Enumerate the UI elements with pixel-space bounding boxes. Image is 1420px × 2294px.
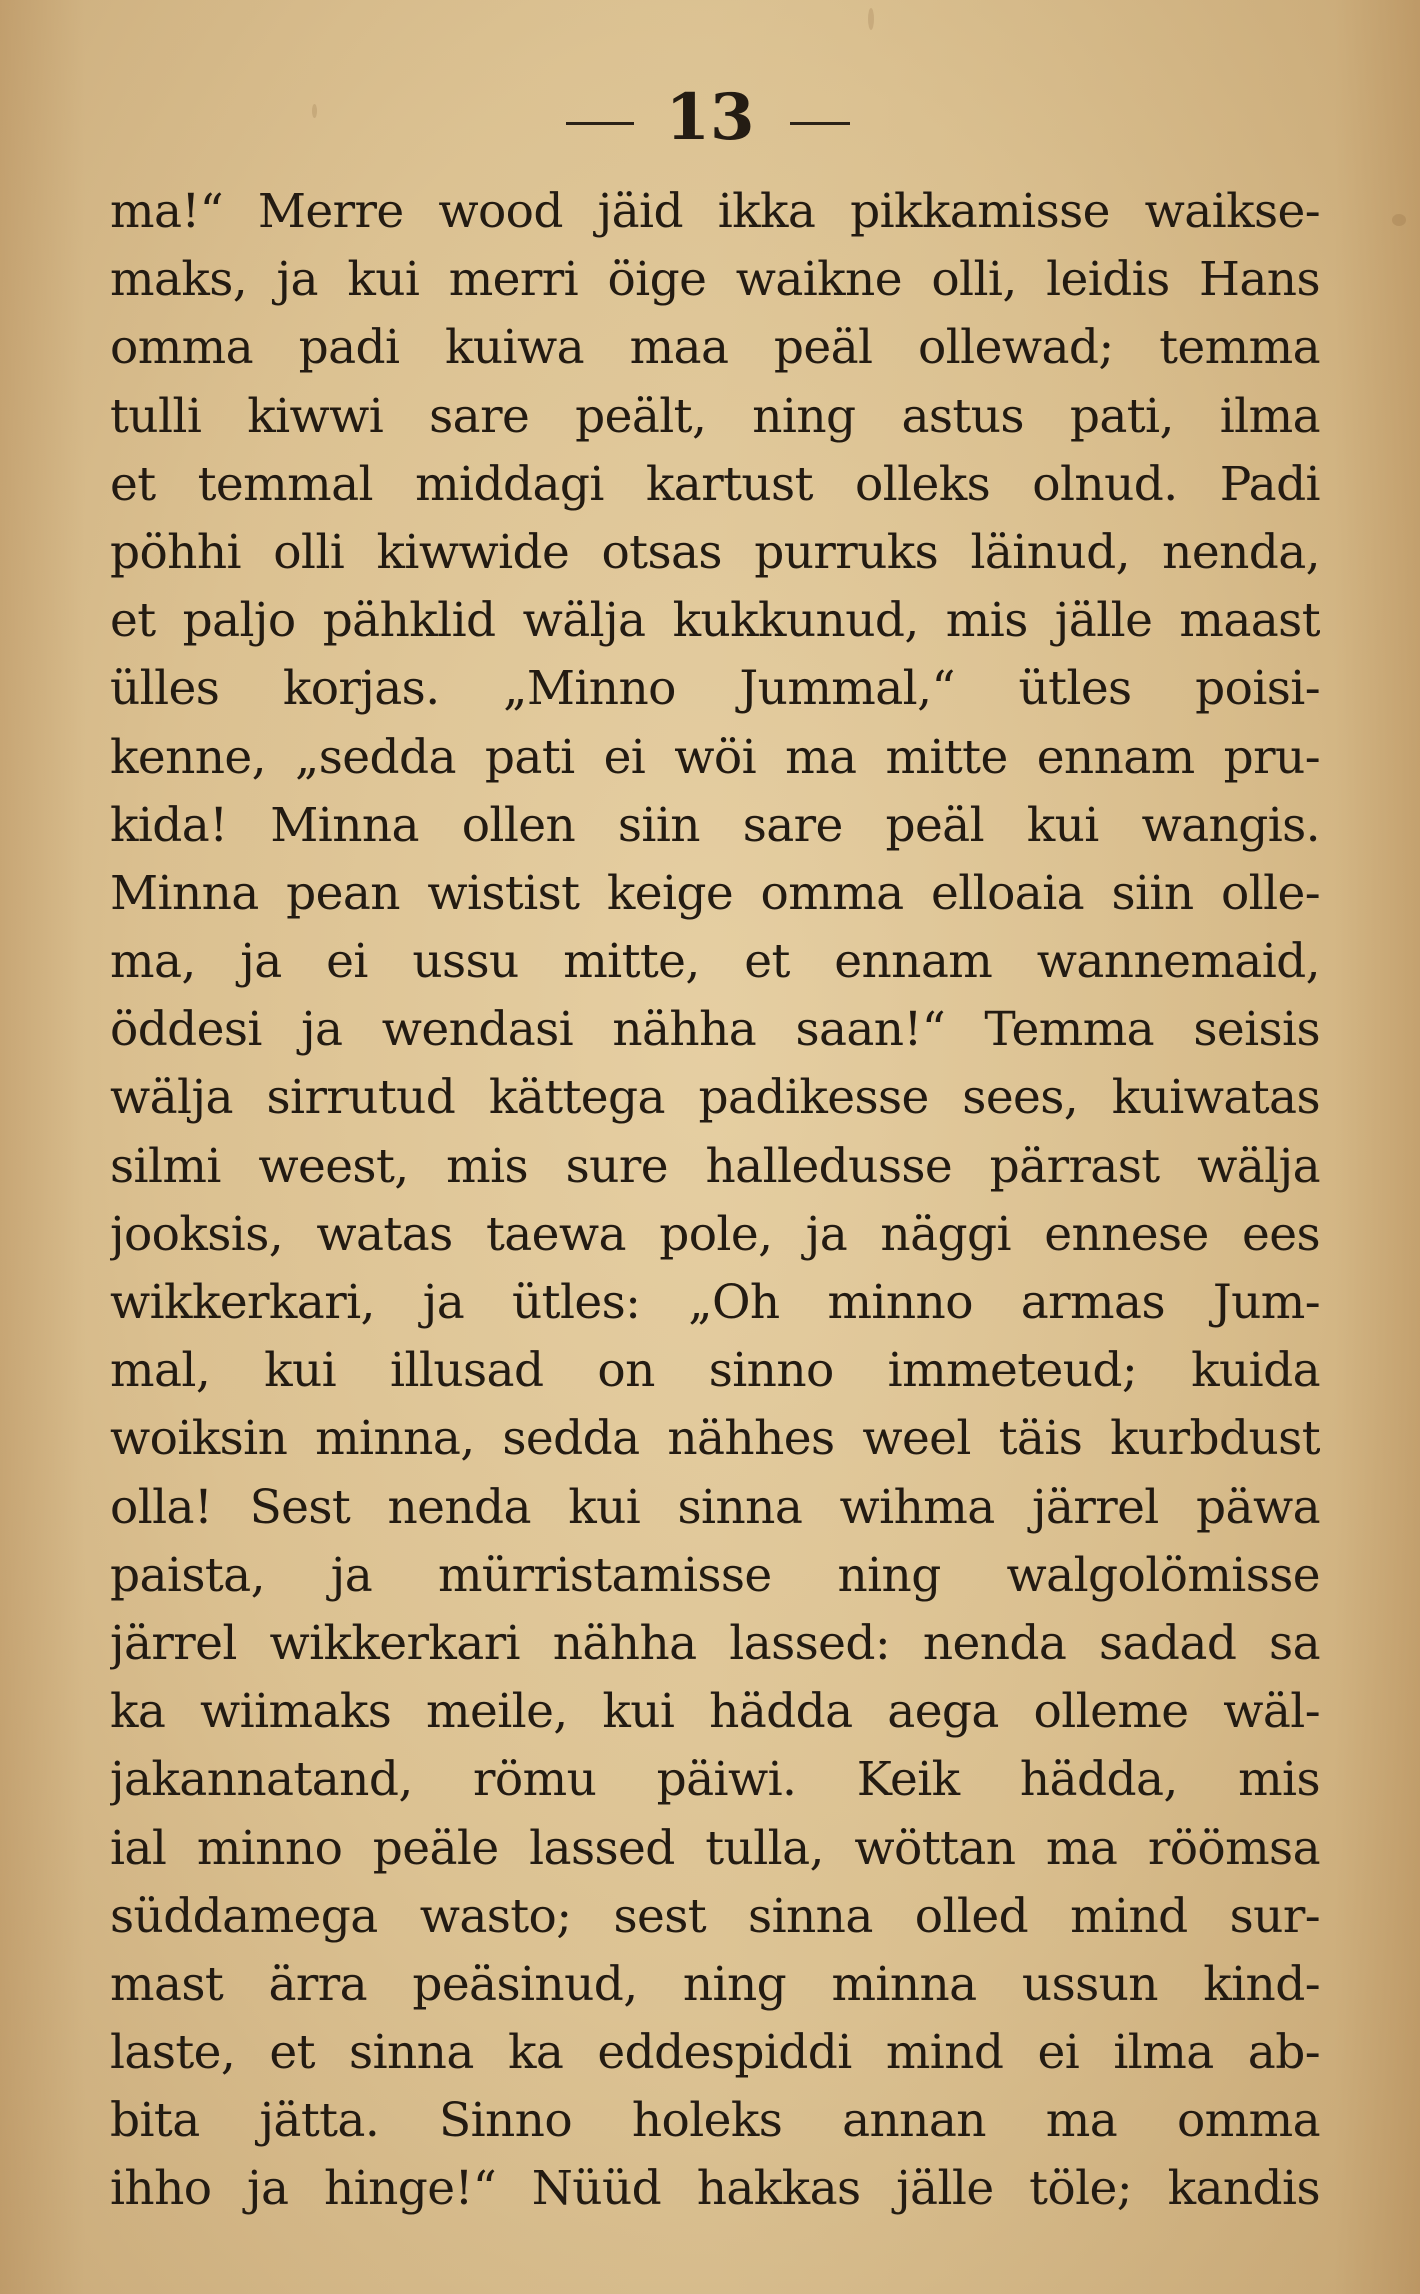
text-line: maks, ja kui merri öige waikne olli, leidis Hans: [110, 252, 1320, 308]
text-line: ihho ja hinge!“ Nüüd hakkas jälle töle; kandis: [110, 2161, 1320, 2217]
text-line: mal, kui illusad on sinno immeteud; kuida: [110, 1343, 1320, 1399]
text-line: jooksis, watas taewa pole, ja näggi ennese ees: [110, 1206, 1320, 1262]
text-line: jakannatand, römu päiwi. Keik hädda, mis: [110, 1752, 1320, 1808]
text-line: omma padi kuiwa maa peäl ollewad; temma: [110, 320, 1320, 376]
header-rule-left: [566, 122, 634, 125]
text-line: süddamega wasto; sest sinna olled mind sur-: [110, 1888, 1320, 1944]
page-header: [0, 78, 1420, 158]
text-line: ma!“ Merre wood jäid ikka pikkamisse waikse-: [110, 184, 1320, 239]
text-line: mast ärra peäsinud, ning minna ussun kind-: [110, 1956, 1320, 2012]
text-line: tulli kiwwi sare peält, ning astus pati, ilma: [110, 388, 1320, 444]
text-line: ka wiimaks meile, kui hädda aega olleme wäl-: [110, 1684, 1320, 1740]
text-line: öddesi ja wendasi nähha saan!“ Temma seisis: [110, 1002, 1320, 1058]
text-line: ülles korjas. „Minno Jummal,“ ütles poisi-: [110, 661, 1320, 717]
text-line: woiksin minna, sedda nähhes weel täis kurbdust: [110, 1411, 1320, 1467]
text-line: et temmal middagi kartust olleks olnud. Padi: [110, 456, 1320, 512]
text-line: paista, ja mürristamisse ning walgolömisse: [110, 1547, 1320, 1603]
text-line: wälja sirrutud kättega padikesse sees, kuiwatas: [110, 1070, 1320, 1126]
text-line: järrel wikkerkari nähha lassed: nenda sadad sa: [110, 1615, 1320, 1671]
text-line: olla! Sest nenda kui sinna wihma järrel päwa: [110, 1479, 1320, 1535]
page-number: 13: [665, 80, 755, 155]
text-line: ial minno peäle lassed tulla, wöttan ma röömsa: [110, 1820, 1320, 1876]
body-text: [110, 178, 1320, 2224]
text-line: wikkerkari, ja ütles: „Oh minno armas Jum-: [110, 1275, 1320, 1330]
text-line: et paljo pähklid wälja kukkunud, mis jälle maast: [110, 593, 1320, 649]
paper-stain: [868, 8, 874, 30]
text-line: bita jätta. Sinno holeks annan ma omma: [110, 2093, 1320, 2149]
header-rule-right: [790, 122, 850, 125]
text-line: ma, ja ei ussu mitte, et ennam wannemaid,: [110, 934, 1320, 990]
text-line: pöhhi olli kiwwide otsas purruks läinud, nenda,: [110, 524, 1320, 580]
text-line: Minna pean wistist keige omma elloaia siin olle-: [110, 865, 1320, 921]
text-line: kenne, „sedda pati ei wöi ma mitte ennam pru-: [110, 729, 1320, 785]
paper-stain: [1392, 214, 1406, 226]
text-line: laste, et sinna ka eddespiddi mind ei ilma ab-: [110, 2025, 1320, 2081]
text-line: kida! Minna ollen siin sare peäl kui wangis.: [110, 797, 1320, 853]
text-line: silmi weest, mis sure halledusse pärrast wälja: [110, 1138, 1320, 1194]
